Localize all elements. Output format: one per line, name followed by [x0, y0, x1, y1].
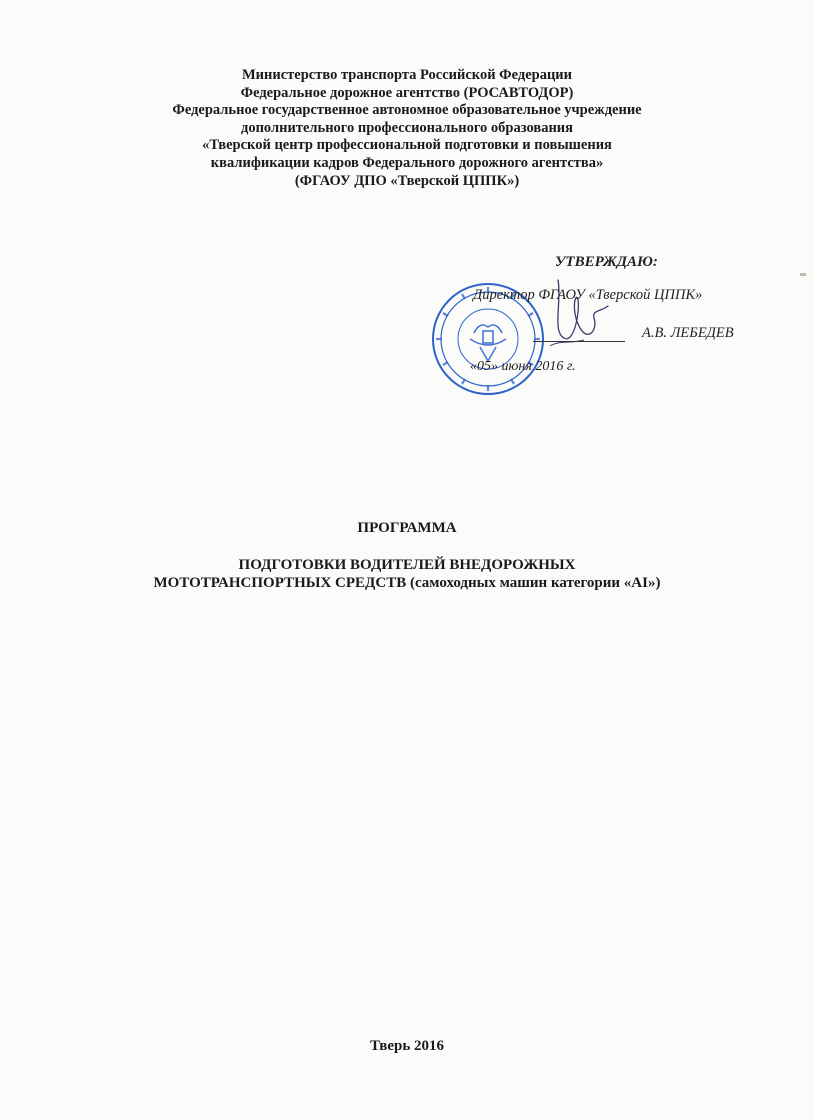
handwritten-signature — [500, 270, 630, 370]
signature-line — [533, 341, 625, 342]
program-title: ПРОГРАММА — [357, 520, 457, 536]
header-line: Министерство транспорта Российской Федерации — [241, 67, 573, 83]
place-year: Тверь 2016 — [369, 1038, 445, 1054]
subtitle-line: МОТОТРАНСПОРТНЫХ СРЕДСТВ (самоходных машин категории «AI») — [153, 575, 661, 591]
header-line: дополнительного профессионального образования — [240, 119, 573, 136]
subtitle-line: ПОДГОТОВКИ ВОДИТЕЛЕЙ ВНЕДОРОЖНЫХ — [238, 557, 576, 573]
header-line: Федеральное государственное автономное образовательное учреждение — [172, 102, 642, 119]
organization-header — [0, 67, 814, 190]
director-position: Директор ФГАОУ «Тверской ЦППК» — [473, 287, 703, 303]
header-line: квалификации кадров Федерального дорожного агентства» — [210, 154, 604, 171]
approval-date: «05» июня 2016 г. — [470, 359, 576, 374]
header-line: (ФГАОУ ДПО «Тверской ЦППК») — [294, 172, 520, 189]
director-name: А.В. ЛЕБЕДЕВ — [642, 325, 734, 341]
paper-speck — [800, 273, 806, 276]
approval-heading: УТВЕРЖДАЮ: — [555, 254, 658, 270]
header-line: Федеральное дорожное агентство (РОСАВТОДОР) — [240, 84, 574, 101]
program-subtitle — [0, 556, 814, 592]
header-line: «Тверской центр профессиональной подготовки и повышения — [202, 137, 612, 154]
